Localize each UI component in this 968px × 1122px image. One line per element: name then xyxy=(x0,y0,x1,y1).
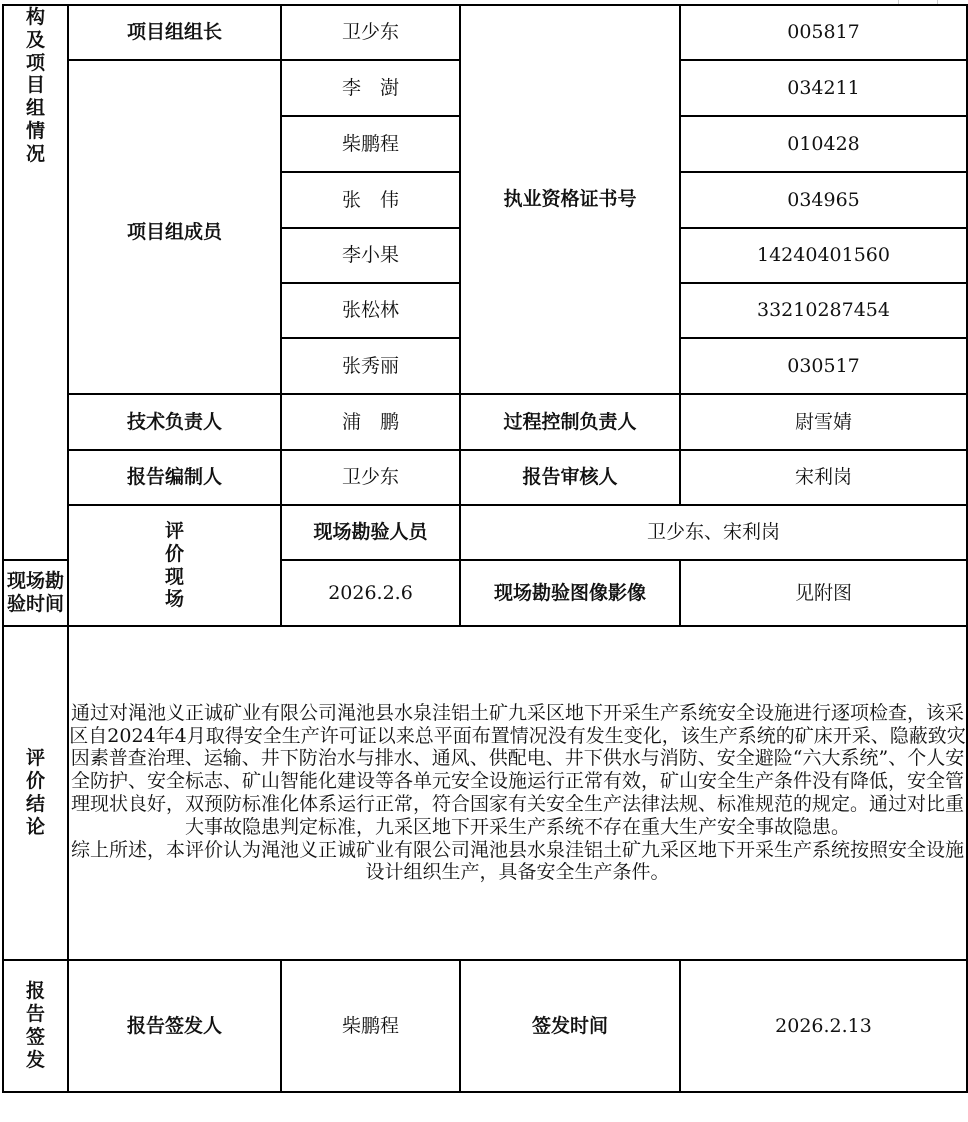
section-char: 场 xyxy=(164,588,184,611)
member-name: 张秀丽 xyxy=(281,338,460,394)
row-field-inspectors xyxy=(3,505,967,560)
leader-cert-number: 005817 xyxy=(680,5,967,60)
field-images-value: 见附图 xyxy=(680,560,967,626)
members-label: 项目组成员 xyxy=(68,60,281,394)
row-tech-lead xyxy=(3,394,967,450)
section-char: 签 xyxy=(25,1026,45,1048)
issuer-name: 柴鹏程 xyxy=(281,960,460,1092)
member-cert-number: 010428 xyxy=(680,116,967,172)
conclusion-text xyxy=(68,626,967,960)
section-char: 评 xyxy=(164,519,184,542)
tech-lead-label: 技术负责人 xyxy=(68,394,281,450)
section-char: 项 xyxy=(25,51,45,74)
field-images-label: 现场勘验图像影像 xyxy=(460,560,680,626)
section-char: 发 xyxy=(25,1048,45,1071)
member-name: 李 澍 xyxy=(281,60,460,116)
leader-name: 卫少东 xyxy=(281,5,460,60)
member-cert-number: 33210287454 xyxy=(680,283,967,338)
section-char: 结 xyxy=(25,793,45,815)
member-cert-number: 034211 xyxy=(680,60,967,116)
leader-label: 项目组组长 xyxy=(68,5,281,60)
issue-time-value: 2026.2.13 xyxy=(680,960,967,1092)
process-control-name: 尉雪婧 xyxy=(680,394,967,450)
member-name: 张 伟 xyxy=(281,172,460,228)
process-control-label: 过程控制负责人 xyxy=(460,394,680,450)
section-char: 况 xyxy=(25,142,45,165)
section-char: 组 xyxy=(25,97,45,120)
section-label-report-issue xyxy=(3,960,68,1092)
member-cert-number: 034965 xyxy=(680,172,967,228)
section-label-conclusion xyxy=(3,626,68,960)
reviewer-name: 宋利岗 xyxy=(680,450,967,505)
section-label-project-group xyxy=(3,5,68,560)
row-report-issue xyxy=(3,960,967,1092)
conclusion-paragraph: 通过对渑池义正诚矿业有限公司渑池县水泉洼铝土矿九采区地下开采生产系统安全设施进行逐项检查，该采区自2024年4月取得安全生产许可证以来总平面布置情况没有发生变化，该生产系统的矿床开采、隐蔽致灾因素普查治理、运输、井下防治水与排水、通风、供配电、井下供水与消防、安全避险“六大系统”、个人安全防护、安全标志、矿山智能化建设等各单元安全设施运行正常有效，矿山安全生产条件没有降低，安全管理现状良好，双预防标准化体系运行正常，符合国家有关安全生产法律法规、标准规范的规定。通过对比重大事故隐患判定标准，九采区地下开采生产系统不存在重大生产安全事故隐患。 xyxy=(69,701,966,838)
section-char: 目 xyxy=(25,74,45,97)
row-conclusion xyxy=(3,626,967,960)
issuer-label: 报告签发人 xyxy=(68,960,281,1092)
evaluation-report-table xyxy=(2,4,968,1093)
member-cert-number: 030517 xyxy=(680,338,967,394)
field-time-value: 2026.2.6 xyxy=(281,560,460,626)
section-char: 价 xyxy=(25,770,45,793)
member-name: 李小果 xyxy=(281,228,460,283)
field-inspectors-label: 现场勘验人员 xyxy=(281,505,460,560)
section-char: 告 xyxy=(25,1003,45,1026)
section-char: 论 xyxy=(25,815,45,838)
conclusion-paragraph: 综上所述，本评价认为渑池义正诚矿业有限公司渑池县水泉洼铝土矿九采区地下开采生产系统按照安全设施设计组织生产，具备安全生产条件。 xyxy=(70,838,964,884)
section-char: 情 xyxy=(25,119,45,142)
section-char: 评 xyxy=(25,747,45,770)
member-name: 张松林 xyxy=(281,283,460,338)
section-char: 现 xyxy=(164,565,184,588)
cert-number-label: 执业资格证书号 xyxy=(460,5,680,394)
section-char: 及 xyxy=(25,28,45,51)
member-name: 柴鹏程 xyxy=(281,116,460,172)
tech-lead-name: 浦 鹏 xyxy=(281,394,460,450)
compiler-name: 卫少东 xyxy=(281,450,460,505)
section-char: 价 xyxy=(164,542,184,565)
compiler-label: 报告编制人 xyxy=(68,450,281,505)
reviewer-label: 报告审核人 xyxy=(460,450,680,505)
section-char: 报 xyxy=(25,980,45,1003)
row-project-leader xyxy=(3,5,967,60)
section-label-field-evaluation xyxy=(68,505,281,626)
field-inspectors-value: 卫少东、宋利岗 xyxy=(460,505,967,560)
section-char: 构 xyxy=(25,6,45,28)
row-compiler xyxy=(3,450,967,505)
issue-time-label: 签发时间 xyxy=(460,960,680,1092)
field-time-label: 现场勘验时间 xyxy=(3,560,68,626)
member-cert-number: 14240401560 xyxy=(680,228,967,283)
